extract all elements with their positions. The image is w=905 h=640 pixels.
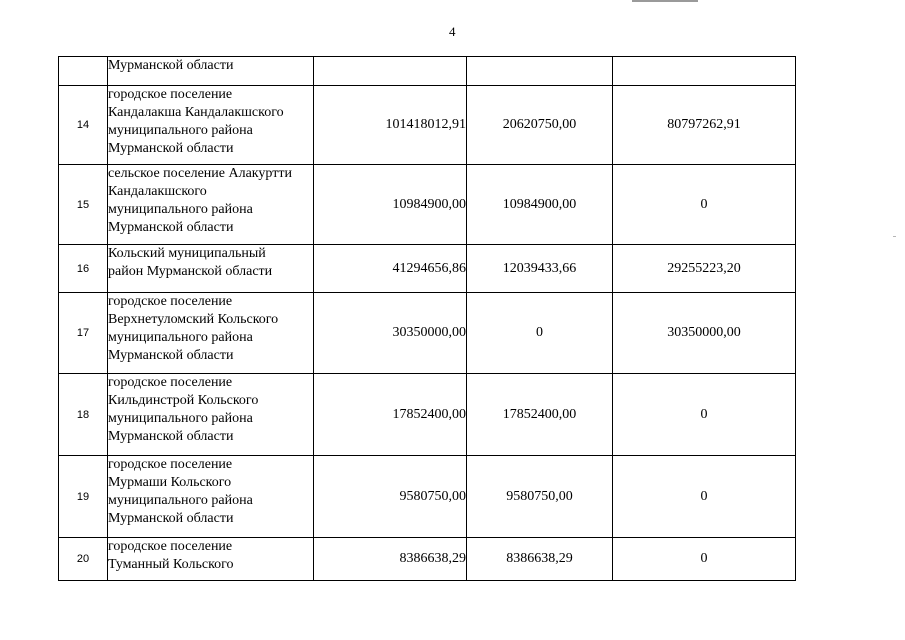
row-number: 18 (59, 374, 108, 456)
amount-col2: 12039433,66 (467, 245, 613, 293)
total-amount: 101418012,91 (314, 86, 467, 165)
amount-col2: 10984900,00 (467, 165, 613, 245)
amount-col3: 0 (613, 374, 796, 456)
total-amount: 9580750,00 (314, 456, 467, 538)
amount-col3: 0 (613, 165, 796, 245)
municipality-name: Мурманской области (108, 57, 314, 86)
row-number: 19 (59, 456, 108, 538)
municipality-name: городское поселение Мурмаши Кольского муниципального района Мурманской области (108, 456, 314, 538)
amount-col3: 80797262,91 (613, 86, 796, 165)
allocation-table (58, 56, 796, 581)
row-number: 16 (59, 245, 108, 293)
amount-col2: 9580750,00 (467, 456, 613, 538)
amount-col3: 30350000,00 (613, 293, 796, 374)
amount-col2: 8386638,29 (467, 538, 613, 581)
amount-col2: 20620750,00 (467, 86, 613, 165)
table-row (59, 165, 796, 245)
table-row (59, 374, 796, 456)
scan-top-mark (632, 0, 698, 2)
municipality-name: городское поселение Кильдинстрой Кольского муниципального района Мурманской области (108, 374, 314, 456)
municipality-name: Кольский муниципальный район Мурманской области (108, 245, 314, 293)
municipality-name: городское поселение Верхнетуломский Кольского муниципального района Мурманской области (108, 293, 314, 374)
municipality-name: городское поселение Туманный Кольского (108, 538, 314, 581)
table-row (59, 293, 796, 374)
total-amount: 8386638,29 (314, 538, 467, 581)
amount-col3 (613, 57, 796, 86)
row-number: 17 (59, 293, 108, 374)
amount-col2: 0 (467, 293, 613, 374)
amount-col2: 17852400,00 (467, 374, 613, 456)
municipality-name: сельское поселение Алакуртти Кандалакшского муниципального района Мурманской области (108, 165, 314, 245)
row-number: 14 (59, 86, 108, 165)
total-amount: 17852400,00 (314, 374, 467, 456)
table-row (59, 245, 796, 293)
total-amount: 41294656,86 (314, 245, 467, 293)
table-row (59, 538, 796, 581)
total-amount (314, 57, 467, 86)
amount-col2 (467, 57, 613, 86)
row-number: 20 (59, 538, 108, 581)
row-number: 15 (59, 165, 108, 245)
table-row (59, 456, 796, 538)
scan-speck (893, 236, 896, 237)
total-amount: 30350000,00 (314, 293, 467, 374)
page-number: 4 (449, 24, 456, 39)
amount-col3: 0 (613, 456, 796, 538)
total-amount: 10984900,00 (314, 165, 467, 245)
table-row (59, 57, 796, 86)
municipality-name: городское поселение Кандалакша Кандалакшского муниципального района Мурманской области (108, 86, 314, 165)
table-row (59, 86, 796, 165)
amount-col3: 29255223,20 (613, 245, 796, 293)
row-number (59, 57, 108, 86)
amount-col3: 0 (613, 538, 796, 581)
